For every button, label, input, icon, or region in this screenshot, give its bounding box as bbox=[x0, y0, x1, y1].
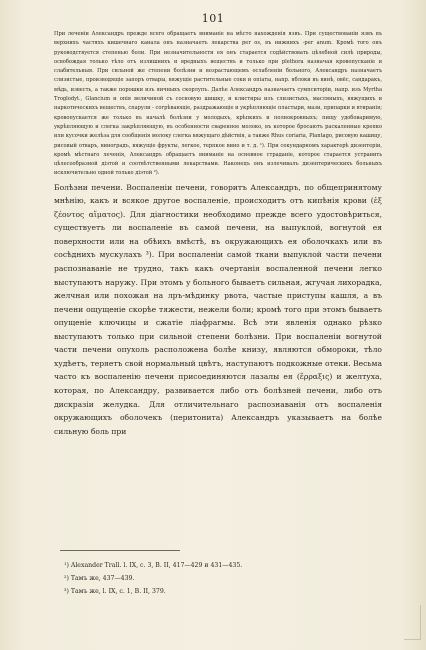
paragraph-liver-diseases: Болѣзни печени. Воспаленіи печени, говоритъ Александръ, по общепринятому мнѣнію, какъ и всякое другое воспаленіе, происходитъ отъ кипѣнія крови (ἐξ ζέοντος αἵματος). Для діагностики необходимо прежде всего удостовѣриться, существуетъ ли воспаленіе въ самой печени, на выпуклой, вогнутой ея поверхности или на обѣихъ вмѣстѣ, въ окружающихъ ея оболочкахъ или въ сосѣднихъ мускулахъ ³). При воспаленіи самой ткани выпуклой части печени распознаваніе не трудно, такъ какъ очертанія воспаленной печени легко выступаютъ наружу. При этомъ у больного бываетъ сильная, жгучая лихорадка, желчная или похожая на лръ-мѣдинку рвота, частые приступы кашля, а въ печени ощущеніе скорѣе тяжести, нежели боли; кромѣ того при этомъ бываетъ опущеніе ключицы и сжатіе ліафрагмы. Всѣ эти явленія однако рѣзко выступаютъ только при сильной степени болѣзни. При воспаленіи вогнутой части печени опухоль расположена болѣе книзу, являются обмороки, тѣло худѣетъ, теряетъ свой нормальный цвѣтъ, наступаютъ подкожные отеки. Весьма часто къ воспаленію печени присоединяются лазалы ея (ἕρραξις) и желтуха, которая, по Александру, развивается либо отъ болѣзней печени, либо отъ дискразіи желудка. Для отличительнаго распознаванія отъ воспаленія окружающихъ оболочекъ (перитонита) Александръ указываетъ на болѣе сильную боль при bbox=[54, 182, 382, 436]
footnote-2: ²) Тамъ же, 437—439. bbox=[64, 574, 135, 582]
footnote-divider bbox=[60, 550, 180, 551]
footnote-3: ³) Тамъ же, l. IX, c. 1, B. II, 379. bbox=[64, 587, 166, 595]
footnote-1: ¹) Alexander Trall. l. IX, c. 3, B. II, 417—429 и 431—435. bbox=[64, 562, 243, 569]
body-text bbox=[54, 30, 382, 438]
page-edge-mark bbox=[404, 605, 421, 640]
page-number: 101 bbox=[201, 12, 225, 25]
footnotes bbox=[54, 560, 382, 598]
paragraph-treatment: При леченіи Александръ прежде всего обращаетъ вниманіе на мѣсто нахожденія язвъ. При существованіи язвъ въ верхнихъ частяхъ кишечнаго канала онъ назначаетъ лекарства per os, въ нижнихъ -per anum. Кромѣ того онъ руководствуется степенью боли. При незначительности ея онъ старается содѣйствовать цѣлебной силѣ природы, освобождая только тѣло отъ излишнихъ и вредныхъ веществъ и только при plethora назначая кровопусканіе и слабительныя. При сильной же степени болѣзни и возрастающемъ ослабленіи больного, Александръ назначаетъ слизистые, производящіе запоръ отвары, вяжущіе растительные соки и опіаты, напр. яблоки въ винѣ, овёс, сандаракъ, мѣдь, известь, а также порошки изъ яичныхъ скорлупъ. Далѣе Александръ назначаетъ сумпситоріи, напр. изъ Myrtha Troglodyt., Glancium и опія величиной съ сосновую шишку, и клистиры изъ слизистыхъ, масляныхъ, вяжущихъ и наркотическихъ веществъ, спарули - согрѣвающіе, раздражающіе и укрѣпляющіе пластыри, мази, припарки и втиранія; кровопускается же только въ началѣ болѣзни у молодыхъ, крѣпкихъ и полнокровныхъ; пищу удобоваримую, укрѣпляющую и слегка закрѣпляющую, въ особенности сваренное молоко, въ которое бросаютъ раскаленные крепко или кусочки желѣза для сообщенія молоку слегка вяжущаго дѣйствія, а также Rhus coriaria, Plantago, рисовую кашицу, рисовый отваръ, виноградъ, вяжущіе фрукты, легкое, терпкое вино и т. д. ¹). При секундарномъ характерѣ дизентеріи, кромѣ мѣстнаго леченія, Александръ обращаетъ вниманіе на основное страданіе, которое старается устранить цѣлесообразной діэтой и соотвѣтственными лекарствами. Наконецъ онъ излечивалъ дизентерическихъ больныхъ исключительно одной только діэтой ²). bbox=[54, 31, 382, 177]
